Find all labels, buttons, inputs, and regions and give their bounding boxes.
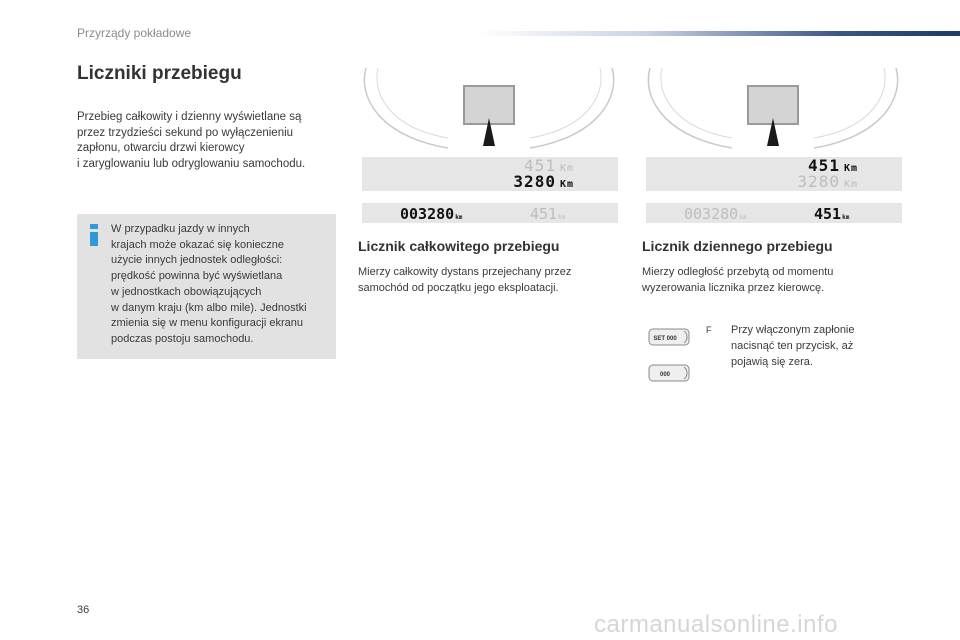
text-line: samochód od początku jego eksploatacji.	[358, 282, 559, 294]
odometer-display-total	[362, 157, 618, 191]
instrument-cluster-illustration	[642, 66, 904, 158]
unit-label: Km	[559, 163, 574, 174]
text-line: wyzerowania licznika przez kierowcę.	[642, 282, 825, 294]
trip-section-text	[642, 264, 833, 296]
info-line: w jednostkach obowiązujących	[111, 285, 262, 298]
info-line: W przypadku jazdy w innych	[111, 223, 250, 235]
total-readout	[797, 174, 858, 193]
total-section-text	[358, 264, 571, 296]
set-zero-button-illustration	[648, 327, 690, 347]
zero-button-illustration	[648, 363, 690, 383]
instrument-cluster-illustration	[358, 66, 620, 158]
header-rule	[478, 31, 960, 36]
intro-paragraph	[77, 110, 342, 172]
step-bullet: F	[706, 325, 712, 335]
trip-value: 451	[524, 156, 556, 175]
info-line: zmienia się w menu konfiguracji ekranu	[111, 317, 303, 330]
step-line: pojawią się zera.	[731, 356, 813, 368]
trip-section-title: Licznik dziennego przebiegu	[642, 238, 833, 254]
section-header: Przyrządy pokładowe	[77, 26, 192, 40]
total-section-title: Licznik całkowitego przebiegu	[358, 238, 560, 254]
page-title: Liczniki przebiegu	[77, 63, 242, 84]
unit-label: Km	[559, 179, 574, 190]
bar-total-readout	[400, 205, 462, 223]
unit-label: Km	[843, 179, 858, 190]
text-line: Mierzy odległość przebytą od momentu	[642, 266, 834, 278]
bar-unit: km	[739, 214, 747, 221]
bar-total-readout	[684, 205, 746, 223]
info-line: prędkość powinna być wyświetlana	[111, 270, 283, 283]
step-text	[731, 322, 855, 370]
page-number: 36	[77, 604, 90, 616]
text-line: Mierzy całkowity dystans przejechany przez	[358, 266, 572, 278]
bar-total-value: 003280	[684, 205, 739, 223]
info-icon	[88, 224, 100, 246]
step-line: nacisnąć ten przycisk, aż	[731, 340, 854, 352]
info-box	[77, 214, 336, 359]
trip-value: 451	[808, 156, 840, 175]
zero-button-label: 000	[659, 372, 671, 378]
total-value: 3280	[513, 172, 556, 191]
odometer-display-trip	[646, 157, 902, 191]
bar-unit: km	[558, 214, 566, 221]
info-line: użycie innych jednostek odległości:	[111, 254, 283, 267]
intro-line: zapłonu, otwarciu drzwi kierowcy	[77, 142, 245, 154]
bar-unit: km	[455, 214, 463, 221]
info-line: w danym kraju (km albo mile). Jednostki	[111, 301, 307, 314]
bar-trip-readout	[814, 205, 849, 223]
bar-total-value: 003280	[400, 205, 455, 223]
odometer-bar-trip	[646, 203, 902, 223]
bar-trip-readout	[530, 205, 565, 223]
info-line: podczas postoju samochodu.	[111, 332, 254, 345]
info-text	[111, 222, 335, 348]
watermark: carmanualsonline.info	[594, 611, 838, 638]
intro-line: przez trzydzieści sekund po wyłączenieniu	[77, 126, 294, 139]
intro-line: Przebieg całkowity i dzienny wyświetlane są	[77, 111, 302, 123]
step-line: Przy włączonym zapłonie	[731, 324, 855, 336]
bar-unit: km	[842, 214, 850, 221]
bar-trip-value: 451	[814, 205, 842, 223]
bar-trip-value: 451	[530, 205, 558, 223]
total-value: 3280	[797, 172, 840, 191]
intro-line: i zaryglowaniu lub odryglowaniu samochodu.	[77, 157, 306, 170]
unit-label: Km	[843, 163, 858, 174]
info-line: krajach może okazać się konieczne	[111, 238, 285, 251]
total-readout	[513, 174, 574, 193]
set-zero-button-label: SET 000	[653, 336, 677, 342]
odometer-bar-total	[362, 203, 618, 223]
